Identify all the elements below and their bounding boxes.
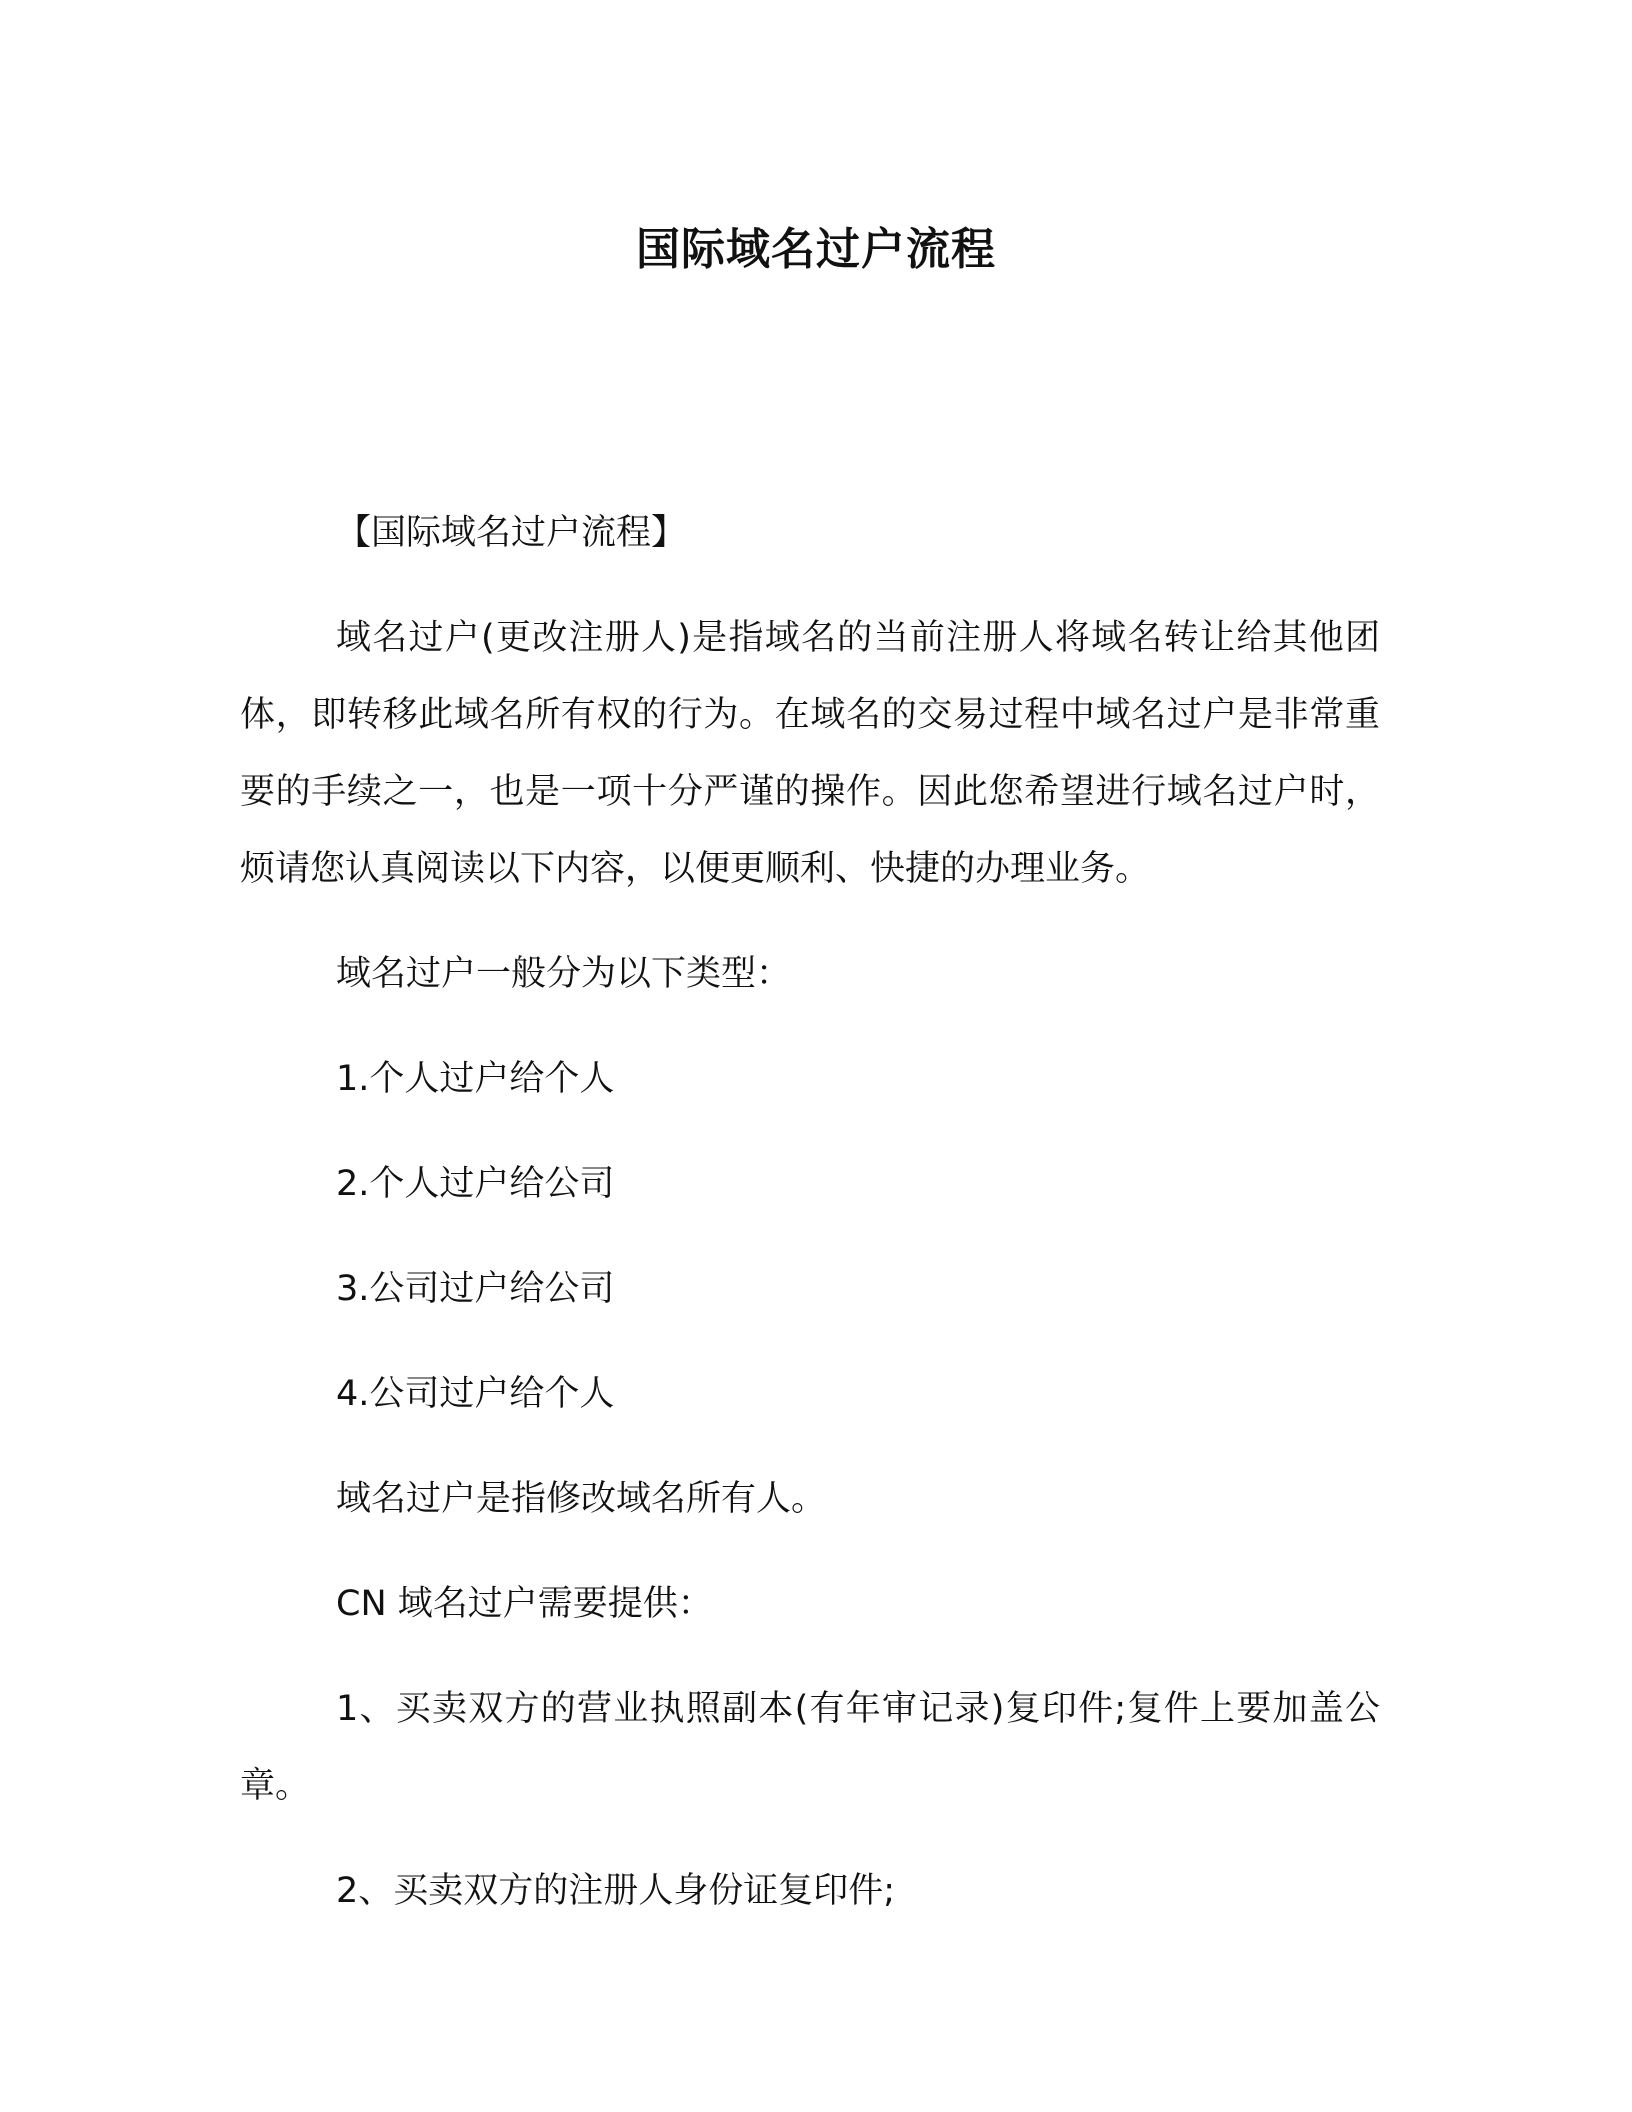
types-heading: 域名过户一般分为以下类型： bbox=[336, 954, 792, 994]
list-item: 1.个人过户给个人 bbox=[336, 1059, 615, 1099]
requirement-item: 2、买卖双方的注册人身份证复印件; bbox=[336, 1871, 896, 1911]
definition-paragraph: 域名过户是指修改域名所有人。 bbox=[336, 1479, 827, 1519]
cn-requirements-heading: CN 域名过户需要提供： bbox=[336, 1584, 713, 1624]
requirement-item: 1、买卖双方的营业执照副本(有年审记录)复印件;复件上要加盖公章。 bbox=[240, 1689, 1380, 1806]
list-item: 2.个人过户给公司 bbox=[336, 1164, 615, 1204]
section-heading: 【国际域名过户流程】 bbox=[336, 513, 687, 553]
list-item: 3.公司过户给公司 bbox=[336, 1269, 615, 1309]
list-item: 4.公司过户给个人 bbox=[336, 1374, 615, 1414]
document-body bbox=[240, 495, 1380, 1958]
document-title: 国际域名过户流程 bbox=[636, 224, 996, 275]
intro-paragraph: 域名过户(更改注册人)是指域名的当前注册人将域名转让给其他团体，即转移此域名所有权的行为。在域名的交易过程中域名过户是非常重要的手续之一，也是一项十分严谨的操作。因此您希望进行域名过户时，烦请您认真阅读以下内容，以便更顺利、快捷的办理业务。 bbox=[240, 618, 1380, 889]
